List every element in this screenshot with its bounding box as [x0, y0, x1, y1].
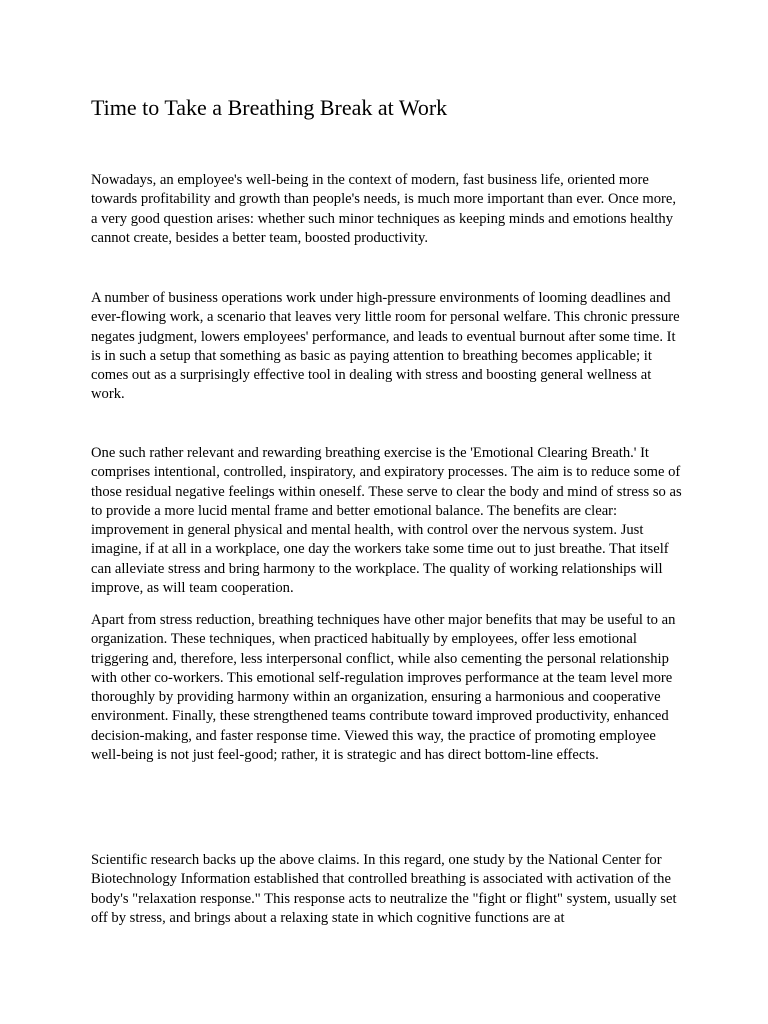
paragraph-emotional-clearing-breath: One such rather relevant and rewarding breathing exercise is the 'Emotional Clearing Breath.' It comprises intentional, controlled, inspiratory, and expiratory processes. The aim is to reduce some of those residual negative feelings within oneself. These serve to clear the body and mind of stress so as to provide a more lucid mental frame and better emotional balance. The benefits are clear: improvement in general physical and mental health, with control over the nervous system. Just imagine, if at all in a workplace, one day the workers take some time out to just breathe. That itself can alleviate stress and bring harmony to the workplace. The quality of working relationships will improve, as will team cooperation.	[91, 445, 682, 597]
document-title: Time to Take a Breathing Break at Work	[91, 95, 448, 120]
paragraph-research: Scientific research backs up the above claims. In this regard, one study by the National Center for Biotechnology Information established that controlled breathing is associated with activation of the body's "relaxation response." This response acts to neutralize the "fight or flight" system, usually set off by stress, and brings about a relaxing state in which cognitive functions are at	[91, 852, 677, 926]
paragraph-intro: Nowadays, an employee's well-being in the context of modern, fast business life, oriented more towards profitability and growth than people's needs, is much more important than ever. Once more, a very good question arises: whether such minor techniques as keeping minds and emotions healthy cannot create, besides a better team, boosted productivity.	[91, 172, 677, 246]
paragraph-pressure: A number of business operations work under high-pressure environments of looming deadlines and ever-flowing work, a scenario that leaves very little room for personal welfare. This chronic pressure negates judgment, lowers employees' performance, and leads to eventual burnout after some time. It is in such a setup that something as basic as paying attention to breathing becomes applicable; it comes out as a surprisingly effective tool in dealing with stress and boosting general wellness at work.	[91, 290, 680, 403]
paragraph-benefits: Apart from stress reduction, breathing techniques have other major benefits that may be useful to an organization. These techniques, when practiced habitually by employees, offer less emotional triggering and, therefore, less interpersonal conflict, while also cementing the personal relationship with other co-workers. This emotional self-regulation improves performance at the team level more thoroughly by providing harmony within an organization, ensuring a harmonious and cooperative environment. Finally, these strengthened teams contribute toward improved productivity, enhanced decision-making, and faster response time. Viewed this way, the practice of promoting employee well-being is not just feel-good; rather, it is strategic and has direct bottom-line effects.	[91, 612, 676, 764]
